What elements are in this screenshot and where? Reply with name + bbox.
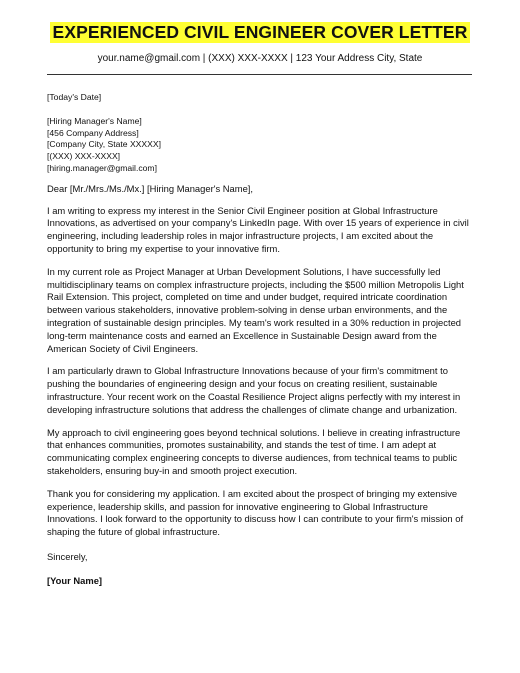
paragraph-intro: I am writing to express my interest in the Senior Civil Engineer position at Global Infrastructure Innovations, as advertised on your company's LinkedIn page. With over 15 years of experience in civil engineering, including leadership roles in major infrastructure projects, I am excited about the opportunity to bring my expertise to your innovative firm. (47, 204, 469, 254)
recipient-phone: [(XXX) XXX-XXXX] (47, 151, 121, 162)
letter-body (47, 92, 473, 588)
paragraph-motivation: I am particularly drawn to Global Infrastructure Innovations because of your firm's commitment to pushing the boundaries of engineering design and your focus on creating resilient, sustainable infrastructure. Your recent work on the Coastal Resilience Project aligns perfectly with my interest in developing infrastructure solutions that address the challenges of climate change and urbanization. (47, 365, 461, 415)
paragraph-closing: Thank you for considering my application. I am excited about the prospect of bringing my extensive experience, leadership skills, and passion for innovative engineering to Global Infrastructure Innovations. I look forward to the opportunity to discuss how I can contribute to your firm's mission of shaping the future of global infrastructure. (47, 487, 464, 538)
salutation: Dear [Mr./Mrs./Ms./Mx.] [Hiring Manager's Name], (47, 182, 253, 194)
recipient-name: [Hiring Manager's Name] (47, 115, 142, 126)
signature: [Your Name] (47, 574, 103, 586)
document-title: EXPERIENCED CIVIL ENGINEER COVER LETTER (50, 22, 471, 43)
recipient-address: [456 Company Address] (47, 127, 139, 138)
header-divider (47, 74, 472, 75)
recipient-email: [hiring.manager@gmail.com] (47, 162, 157, 173)
paragraph-experience: In my current role as Project Manager at Urban Development Solutions, I have successfully led multidisciplinary teams on complex infrastructure projects, including the $500 million Metropolis Light Rail Extension. This project, completed on time and under budget, required intricate coordination between various stakeholders, innovative problem-solving in dense urban environments, and the integration of sustainable design principles. My team's work resulted in a 30% reduction in projected long-term maintenance costs and earned an Excellence in Sustainable Design award from the American Society of Civil Engineers. (47, 265, 464, 354)
title-container (0, 22, 520, 43)
recipient-block (47, 116, 473, 175)
recipient-city: [Company City, State XXXXX] (47, 139, 161, 150)
contact-line: your.name@gmail.com | (XXX) XXX-XXXX | 123 Your Address City, State (97, 53, 423, 64)
letter-date: [Today's Date] (47, 92, 102, 102)
paragraph-approach: My approach to civil engineering goes beyond technical solutions. I believe in creating infrastructure that enhances communities, promotes sustainability, and stands the test of time. I am adept at communicating complex engineering concepts to diverse audiences, from technical teams to public stakeholders, ensuring buy-in and smooth project execution. (47, 426, 461, 476)
closing-line: Sincerely, (47, 550, 88, 562)
